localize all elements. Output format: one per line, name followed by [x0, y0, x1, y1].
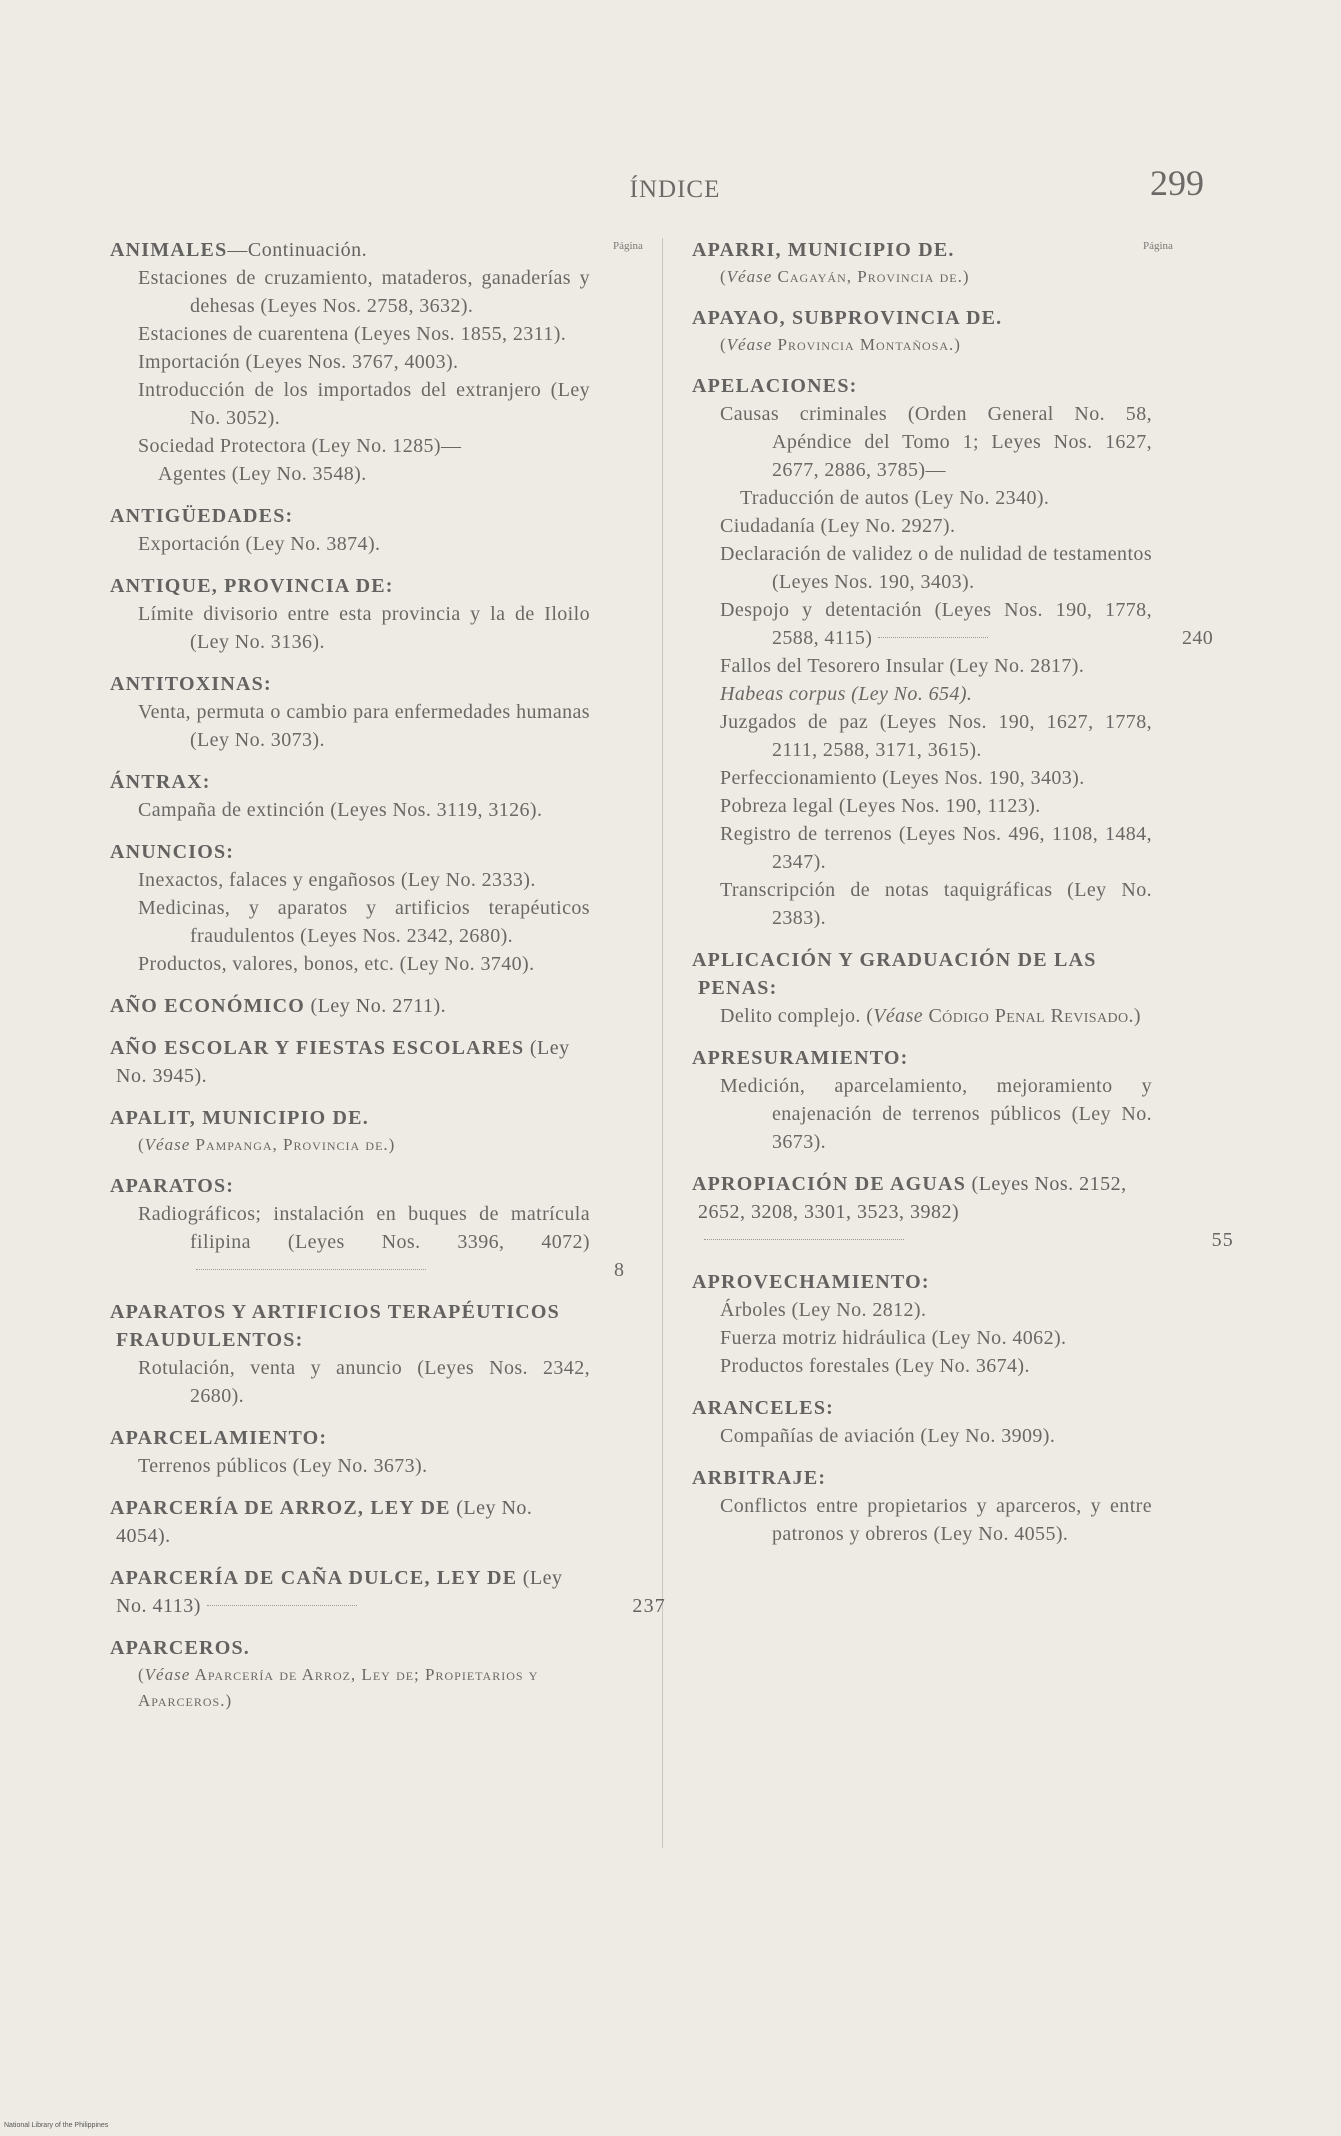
sub-entry: Campaña de extinción (Leyes Nos. 3119, 3126).	[138, 799, 543, 821]
see-reference: (Véase Aparcería de Arroz, Ley de; Propietarios y Aparceros.)	[138, 1665, 539, 1710]
sub-entry: Habeas corpus (Ley No. 654).	[720, 683, 973, 705]
entry-heading: ÁNTRAX:	[110, 771, 211, 793]
sub-entry: Fallos del Tesorero Insular (Ley No. 2817).	[720, 655, 1085, 677]
entry-heading: APARCELAMIENTO:	[110, 1427, 328, 1449]
sub-entry: Pobreza legal (Leyes Nos. 190, 1123).	[720, 795, 1041, 817]
sub-entry: Juzgados de paz (Leyes Nos. 190, 1627, 1778, 2111, 2588, 3171, 3615).	[720, 711, 1152, 761]
index-entry	[692, 1268, 1152, 1380]
sub-entry: Venta, permuta o cambio para enfermedades humanas (Ley No. 3073).	[138, 701, 590, 751]
index-entry: APARCERÍA DE CAÑA DULCE, LEY DE (Ley No. 4113) 237	[110, 1564, 590, 1620]
index-entry	[110, 768, 590, 824]
entry-heading: APLICACIÓN Y GRADUACIÓN DE LAS PENAS:	[692, 949, 1097, 999]
entry-heading: APAYAO, SUBPROVINCIA DE.	[692, 307, 1003, 329]
entry-heading: ANUNCIOS:	[110, 841, 235, 863]
sub-entry: Rotulación, venta y anuncio (Leyes Nos. 2342, 2680).	[138, 1357, 590, 1407]
sub-entry: Transcripción de notas taquigráficas (Ley No. 2383).	[720, 879, 1152, 929]
sub-entry: Sociedad Protectora (Ley No. 1285)—	[138, 435, 462, 457]
index-entry	[692, 236, 1152, 290]
index-entry	[110, 502, 590, 558]
sub-entry: Causas criminales (Orden General No. 58, Apéndice del Tomo 1; Leyes Nos. 1627, 2677, 2886, 3785)—	[720, 403, 1152, 481]
entry-heading: ARBITRAJE:	[692, 1467, 827, 1489]
page-reference: 237	[632, 1595, 666, 1617]
entry-heading: AÑO ECONÓMICO	[110, 995, 306, 1017]
index-entry	[110, 1298, 590, 1410]
dot-leader	[196, 1269, 426, 1270]
index-entry: AÑO ECONÓMICO (Ley No. 2711).	[110, 995, 447, 1017]
index-entry: APROPIACIÓN DE AGUAS (Leyes Nos. 2152, 2652, 3208, 3301, 3523, 3982) 55	[692, 1170, 1152, 1254]
entry-heading: ANTITOXINAS:	[110, 673, 272, 695]
index-entry	[692, 1044, 1152, 1156]
sub-entry: Declaración de validez o de nulidad de testamentos (Leyes Nos. 190, 3403).	[720, 543, 1152, 593]
index-entry	[692, 1394, 1152, 1450]
page-number: 299	[1150, 163, 1204, 203]
sub-entry: Medición, aparcelamiento, mejoramiento y enajenación de terrenos públicos (Ley No. 3673).	[720, 1075, 1152, 1153]
sub-entry: Árboles (Ley No. 2812).	[720, 1299, 927, 1321]
sub-entry: Medicinas, y aparatos y artificios terapéuticos fraudulentos (Leyes Nos. 2342, 2680).	[138, 897, 590, 947]
dot-leader	[207, 1605, 357, 1606]
entry-heading: APARATOS:	[110, 1175, 235, 1197]
sub-entry: Compañías de aviación (Ley No. 3909).	[720, 1425, 1056, 1447]
pagina-label-left: Página	[613, 240, 643, 252]
index-entry	[110, 1104, 590, 1158]
entry-heading: APARCEROS.	[110, 1637, 250, 1659]
entry-heading: ANTIGÜEDADES:	[110, 505, 294, 527]
entry-heading: ANIMALES	[110, 239, 228, 261]
dot-leader	[704, 1239, 904, 1240]
dot-leader	[878, 637, 988, 638]
sub-entry: Conflictos entre propietarios y aparceros, y entre patronos y obreros (Ley No. 4055).	[720, 1495, 1152, 1545]
sub-entry: Fuerza motriz hidráulica (Ley No. 4062).	[720, 1327, 1067, 1349]
running-title: ÍNDICE	[629, 176, 721, 203]
index-entry: AÑO ESCOLAR Y FIESTAS ESCOLARES (Ley No. 3945).	[110, 1037, 570, 1087]
entry-heading: APRESURAMIENTO:	[692, 1047, 909, 1069]
pagina-label-right: Página	[1143, 240, 1173, 252]
scan-footer: National Library of the Philippines	[4, 2122, 109, 2129]
sub-entry: Límite divisorio entre esta provincia y la de Iloilo (Ley No. 3136).	[138, 603, 590, 653]
index-entry: ANIMALES—Continuación. Estaciones de cruzamiento, mataderos, ganaderías y dehesas (Leyes Nos. 2758, 3632). Estaciones de cuarentena (Leyes Nos. 1855, 2311). Importación (Leyes Nos. 3767, 4003). Introducción de los importados del extranjero (Ley No. 3052). Sociedad Protectora (Ley No. 1285)— Agentes (Ley No. 3548).	[110, 236, 590, 488]
index-entry: APARCERÍA DE ARROZ, LEY DE (Ley No. 4054).	[110, 1497, 533, 1547]
sub-sub-entry: Agentes (Ley No. 3548).	[158, 463, 367, 485]
sub-entry: Delito complejo. (Véase Código Penal Revisado.)	[720, 1005, 1141, 1027]
index-entry	[110, 1172, 625, 1284]
index-entry	[692, 304, 1152, 358]
sub-sub-entry: Traducción de autos (Ley No. 2340).	[740, 487, 1050, 509]
sub-entry: Exportación (Ley No. 3874).	[138, 533, 381, 555]
entry-heading: ARANCELES:	[692, 1397, 835, 1419]
entry-heading: AÑO ESCOLAR Y FIESTAS ESCOLARES	[110, 1037, 525, 1059]
sub-entry: Terrenos públicos (Ley No. 3673).	[138, 1455, 428, 1477]
sub-entry: Estaciones de cruzamiento, mataderos, ganaderías y dehesas (Leyes Nos. 2758, 3632).	[138, 267, 590, 317]
sub-entry: Introducción de los importados del extranjero (Ley No. 3052).	[138, 379, 590, 429]
entry-heading: APARRI, MUNICIPIO DE.	[692, 239, 955, 261]
sub-entry: Importación (Leyes Nos. 3767, 4003).	[138, 351, 459, 373]
entry-heading: APARCERÍA DE ARROZ, LEY DE	[110, 1497, 451, 1519]
index-entry	[110, 670, 590, 754]
index-entry	[110, 1424, 590, 1480]
see-reference: (Véase Provincia Montañosa.)	[720, 335, 961, 354]
sub-entry: Productos forestales (Ley No. 3674).	[720, 1355, 1030, 1377]
entry-heading: ANTIQUE, PROVINCIA DE:	[110, 575, 394, 597]
see-reference: (Véase Pampanga, Provincia de.)	[138, 1135, 396, 1154]
entry-heading: APROPIACIÓN DE AGUAS	[692, 1173, 967, 1195]
sub-entry: Productos, valores, bonos, etc. (Ley No. 3740).	[138, 953, 535, 975]
sub-entry: Perfeccionamiento (Leyes Nos. 190, 3403).	[720, 767, 1085, 789]
sub-entry: Radiográficos; instalación en buques de matrícula filipina (Leyes Nos. 3396, 4072) 8	[138, 1203, 625, 1281]
index-entry	[110, 1634, 590, 1714]
sub-entry: Inexactos, falaces y engañosos (Ley No. 2333).	[138, 869, 536, 891]
index-entry	[692, 946, 1152, 1030]
entry-heading: APARCERÍA DE CAÑA DULCE, LEY DE	[110, 1567, 518, 1589]
see-reference: (Véase Cagayán, Provincia de.)	[720, 267, 970, 286]
index-entry	[692, 1464, 1152, 1548]
entry-heading: APROVECHAMIENTO:	[692, 1271, 930, 1293]
sub-entry: Estaciones de cuarentena (Leyes Nos. 1855, 2311).	[138, 323, 567, 345]
entry-heading: APELACIONES:	[692, 375, 858, 397]
index-entry	[692, 372, 1214, 932]
sub-entry: Registro de terrenos (Leyes Nos. 496, 1108, 1484, 2347).	[720, 823, 1152, 873]
sub-entry: Ciudadanía (Ley No. 2927).	[720, 515, 956, 537]
index-entry	[110, 572, 590, 656]
sub-entry: Despojo y detentación (Leyes Nos. 190, 1778, 2588, 4115) 240	[720, 599, 1214, 649]
page-reference: 55	[1211, 1229, 1234, 1251]
index-entry	[110, 838, 590, 978]
entry-heading: APARATOS Y ARTIFICIOS TERAPÉUTICOS FRAUDULENTOS:	[110, 1301, 560, 1351]
entry-heading: APALIT, MUNICIPIO DE.	[110, 1107, 369, 1129]
